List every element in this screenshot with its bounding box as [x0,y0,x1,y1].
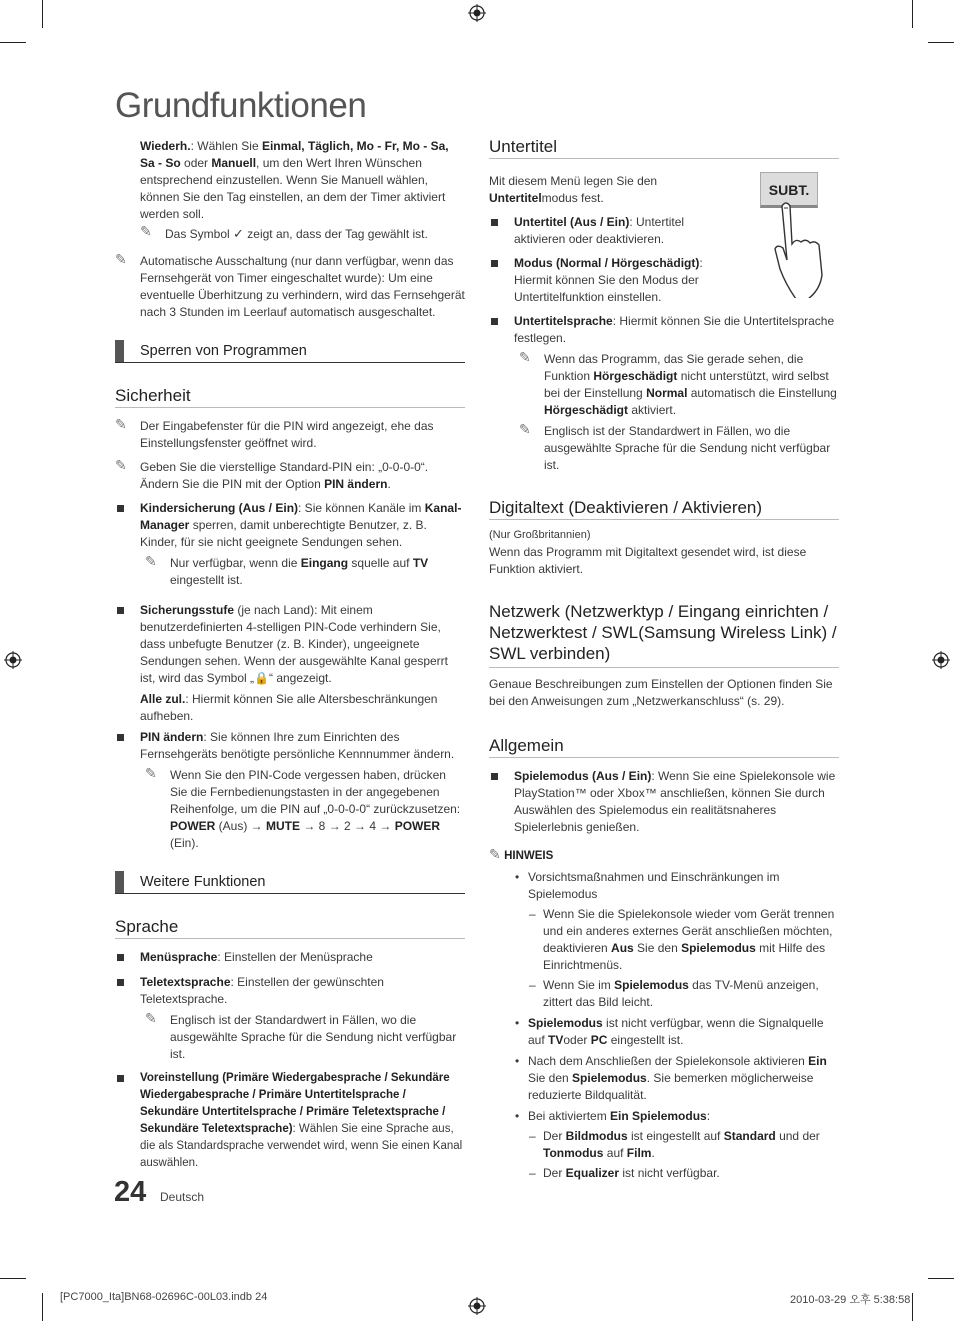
bullet-sicherungsstufe: Sicherungsstufe (je nach Land): Mit einem benutzerdefinierten 4-stelligen PIN-Code verhindern Sie, dass unbefugte Benutzer (z. B. Kinder), ungeeignete Sendungen sehen. Wenn der ausgewählte Kanal gesperrt ist, wird das Symbol „🔒“ angezeigt. [115,602,465,687]
bullet-teletextsprache: Teletextsprache: Einstellen der gewünschten Teletextsprache. [115,974,465,1008]
crop-mark [42,1293,43,1321]
heading-digitaltext: Digitaltext (Deaktivieren / Aktivieren) [489,499,839,520]
registration-mark-icon [932,651,950,669]
note-eingang: ✎ Nur verfügbar, wenn die Eingang squelle auf TV eingestellt ist. [145,553,429,587]
bullet-spielemodus: Spielemodus (Aus / Ein): Wenn Sie eine Spielekonsole wie PlayStation™ oder Xbox™ anschließen, können Sie durch Auswählen des Spielemodus ein realitätsnaheres Spielerlebnis genießen. [489,768,839,836]
footer-timestamp: 2010-03-29 오후 5:38:58 [790,1294,911,1306]
checkmark-icon: ✓ [233,226,244,241]
hinweis-item: • Nach dem Anschließen der Spielekonsole aktivieren Ein Sie den Spielemodus. Sie bemerken möglicherweise reduzierte Bildqualität. [515,1054,827,1102]
page-number: 24 [114,1176,147,1208]
crop-mark [928,42,954,43]
crop-mark [0,42,26,43]
crop-mark [912,0,913,28]
footer-file-info: [PC7000_Ita]BN68-02696C-00L03.indb 24 [60,1291,268,1303]
lock-icon: 🔒 [254,671,269,685]
hand-icon [768,198,838,298]
note-pencil-icon: ✎ [145,1010,157,1026]
bullet-pin-aendern: PIN ändern: Sie können Ihre zum Einrichten des Fernsehgeräts benötigte persönliche Kennnummer ändern. [115,729,465,763]
wiederh-text: Wiederh.: Wählen Sie Einmal, Täglich, Mo - Fr, Mo - Sa, Sa - So oder Manuell, um den Wert Ihren Wünschen entsprechend einzustellen. Wenn Sie Manuell wählen, können Sie den Tag einstellen, an dem der Timer aktiviert werden soll. [140,139,449,221]
hinweis-subitem: – Der Equalizer ist nicht verfügbar. [529,1166,720,1180]
note-pencil-icon: ✎ [140,223,152,239]
heading-untertitel: Untertitel [489,138,839,159]
note-default-pin: ✎ Geben Sie die vierstellige Standard-PIN ein: „0-0-0-0“. Ändern Sie die PIN mit der Option PIN ändern. [115,457,429,491]
note-pencil-icon: ✎ [115,416,127,432]
heading-sprache: Sprache [115,918,465,939]
heading-netzwerk: Netzwerk (Netzwerktyp / Eingang einrichten / Netzwerktest / SWL(Samsung Wireless Link) / SWL verbinden) [489,601,839,668]
note-englisch-ut: ✎ Englisch ist der Standardwert in Fällen, wo die ausgewählte Sprache für die Sendung nicht verfügbar ist. [519,421,831,472]
right-column [489,138,839,1182]
note-pencil-icon: ✎ [519,349,531,365]
registration-mark-icon [468,4,486,22]
hinweis-label: ✎ HINWEIS [489,846,554,862]
subt-remote-illustration [754,170,839,300]
crop-mark [42,0,43,28]
note-pencil-icon: ✎ [145,553,157,569]
crop-mark [0,1278,26,1279]
bullet-untertitelsprache: Untertitelsprache: Hiermit können Sie die Untertitelsprache festlegen. [489,313,839,347]
left-column [115,138,465,1172]
note-pencil-icon: ✎ [489,846,501,862]
registration-mark-icon [4,651,22,669]
crop-mark [928,1278,954,1279]
hinweis-subitem: – Wenn Sie die Spielekonsole wieder vom Gerät trennen und ein anderes externes Gerät anschließen möchten, deaktivieren Aus Sie den Spielemodus mit Hilfe des Einrichtmenüs. [529,907,835,972]
bullet-modus: Modus (Normal / Hörgeschädigt): Hiermit können Sie den Modus der Untertitelfunktion einstellen. [489,255,714,306]
hinweis-subitem: – Der Bildmodus ist eingestellt auf Standard und der Tonmodus auf Film. [529,1129,820,1160]
alle-zul-text: Alle zul.: Hiermit können Sie alle Altersbeschränkungen aufheben. [140,692,438,723]
note-englisch: ✎ Englisch ist der Standardwert in Fällen, wo die ausgewählte Sprache für die Sendung nicht verfügbar ist. [145,1010,457,1061]
hinweis-item: • Spielemodus ist nicht verfügbar, wenn die Signalquelle auf TVoder PC eingestellt ist. [515,1016,824,1047]
note-pencil-icon: ✎ [145,765,157,781]
page-title: Grundfunktionen [115,86,367,125]
note-auto-off: ✎ Automatische Ausschaltung (nur dann verfügbar, wenn das Fernsehgerät von Timer eingeschaltet wurde): Um eine eventuelle Überhitzung zu verhindern, wird das Fernsehgerät nach 3 Stunden im Leerlauf automatisch ausgeschaltet. [115,251,465,319]
crop-mark [912,1293,913,1321]
subheading-sperren: Sperren von Programmen [115,340,465,363]
note-symbol: ✎ Das Symbol ✓ zeigt an, dass der Tag gewählt ist. [140,223,428,241]
bullet-menuesprache: Menüsprache: Einstellen der Menüsprache [115,949,465,966]
digitaltext-region: (Nur Großbritannien) [489,529,591,541]
subheading-weitere: Weitere Funktionen [115,871,465,894]
heading-sicherheit: Sicherheit [115,387,465,408]
hinweis-subitem: – Wenn Sie im Spielemodus das TV-Menü anzeigen, zittert das Bild leicht. [529,978,819,1009]
netzwerk-text: Genaue Beschreibungen zum Einstellen der Optionen finden Sie bei den Anweisungen zum „Netzwerkanschluss“ (s. 29). [489,677,833,708]
registration-mark-icon [468,1297,486,1315]
hinweis-item: • Vorsichtsmaßnahmen und Einschränkungen im Spielemodus [515,870,780,901]
note-pencil-icon: ✎ [115,457,127,473]
hinweis-item: • Bei aktiviertem Ein Spielemodus: [515,1109,711,1123]
heading-allgemein: Allgemein [489,737,839,758]
digitaltext-text: Wenn das Programm mit Digitaltext gesendet wird, ist diese Funktion aktiviert. [489,545,807,576]
page-language: Deutsch [160,1190,205,1204]
bullet-untertitel-aus-ein: Untertitel (Aus / Ein): Untertitel aktivieren oder deaktivieren. [489,214,734,248]
note-pencil-icon: ✎ [519,421,531,437]
subt-button: SUBT. [760,172,818,208]
note-pin-window: ✎ Der Eingabefenster für die PIN wird angezeigt, ehe das Einstellungsfenster geöffnet wird. [115,416,434,450]
note-hoergeschaedigt: ✎ Wenn das Programm, das Sie gerade sehen, die Funktion Hörgeschädigt nicht unterstützt, wird selbst bei der Einstellung Normal automatisch die Einstellung Hörgeschädigt aktiviert. [519,349,837,417]
note-pin-forgot: ✎ Wenn Sie den PIN-Code vergessen haben, drücken Sie die Fernbedienungstasten in der angegebenen Reihenfolge, um die PIN auf „0-0-0-0“ zurückzusetzen: POWER (Aus) → MUTE → 8 → 2 → 4 → POWER (Ein). [145,765,461,850]
bullet-voreinstellung: Voreinstellung (Primäre Wiedergabesprache / Sekundäre Wiedergabesprache / Primäre Untertitelsprache / Sekundäre Untertitelsprache / Primäre Teletextsprache / Sekundäre Teletextsprache): Wählen Sie eine Sprache aus, die als Standardsprache verwendet wird, wenn Sie einen Kanal auswählen. [115,1070,465,1172]
untertitel-intro: Mit diesem Menü legen Sie den Untertitelmodus fest. [489,174,658,205]
bullet-kindersicherung: Kindersicherung (Aus / Ein): Sie können Kanäle im Kanal-Manager sperren, damit unberechtigte Benutzer, z. B. Kinder, für sie nicht geeignete Sendungen sehen. [115,500,465,551]
note-pencil-icon: ✎ [115,251,127,267]
